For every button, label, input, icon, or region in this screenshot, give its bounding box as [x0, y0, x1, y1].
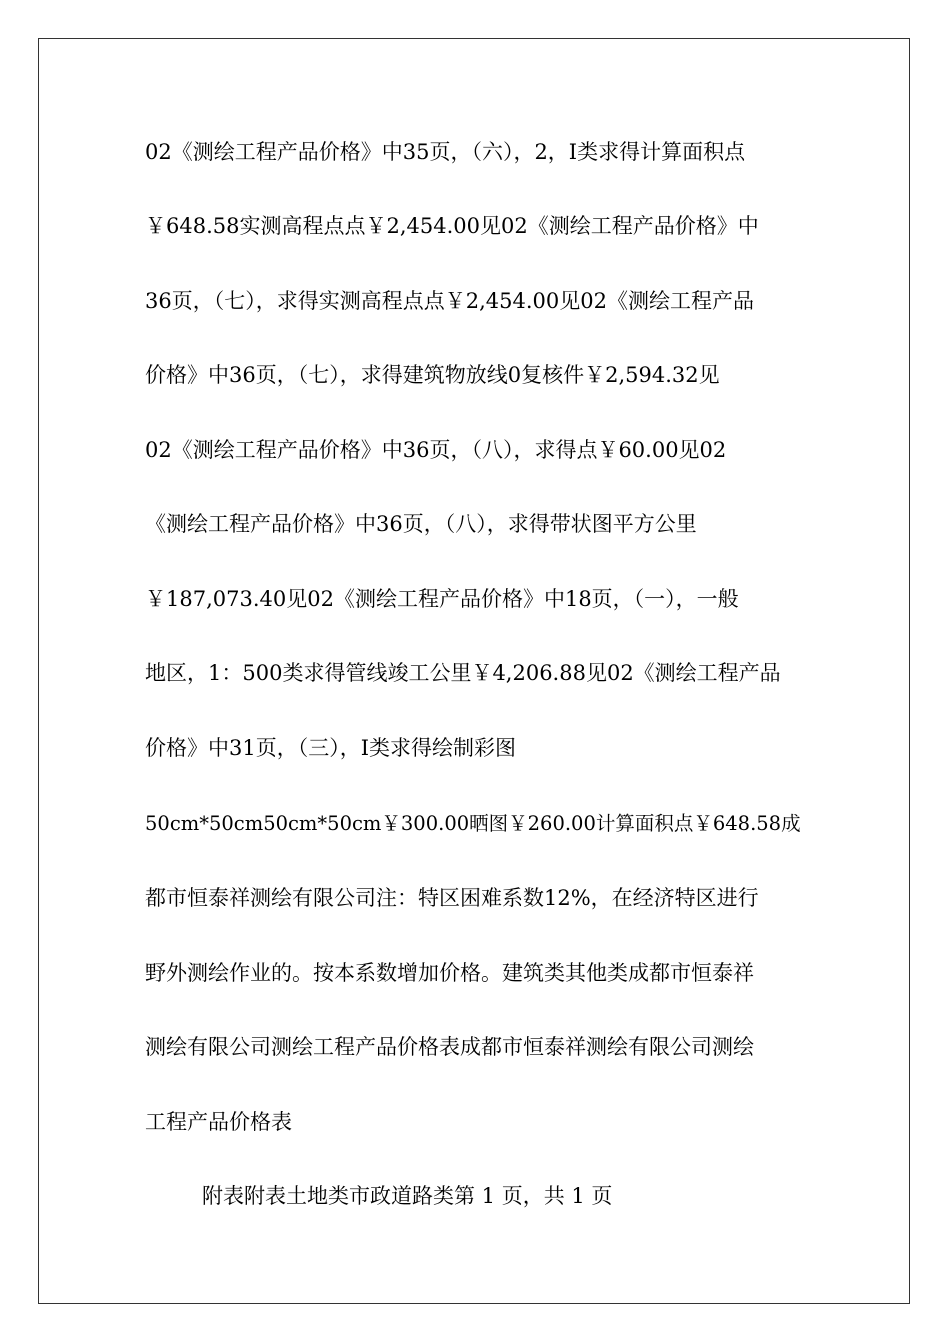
text-line-14: 工程产品价格表	[145, 1110, 292, 1134]
text-line-6: 《测绘工程产品价格》中36页，（八），求得带状图平方公里	[145, 512, 697, 536]
text-line-13: 测绘有限公司测绘工程产品价格表成都市恒泰祥测绘有限公司测绘	[145, 1035, 754, 1059]
text-line-2: ￥648.58实测高程点点￥2,454.00见02《测绘工程产品价格》中	[145, 214, 759, 238]
text-line-10: 50cm*50cm50cm*50cm￥300.00晒图￥260.00计算面积点￥648.58成	[145, 812, 801, 835]
text-line-8: 地区，1：500类求得管线竣工公里￥4,206.88见02《测绘工程产品	[145, 661, 781, 685]
text-line-4: 价格》中36页，（七），求得建筑物放线0复核件￥2,594.32见	[145, 363, 720, 387]
text-line-5: 02《测绘工程产品价格》中36页，（八），求得点￥60.00见02	[145, 438, 727, 462]
text-line-9: 价格》中31页，（三），I类求得绘制彩图	[145, 736, 517, 760]
text-line-1: 02《测绘工程产品价格》中35页，（六），2，I类求得计算面积点	[145, 140, 746, 164]
page-footer: 附表附表土地类市政道路类第 1 页，共 1 页	[202, 1184, 613, 1208]
text-line-12: 野外测绘作业的。按本系数增加价格。建筑类其他类成都市恒泰祥	[145, 961, 754, 985]
text-line-7: ￥187,073.40见02《测绘工程产品价格》中18页，（一），一般	[145, 587, 739, 611]
text-line-11: 都市恒泰祥测绘有限公司注：特区困难系数12%，在经济特区进行	[145, 886, 759, 910]
text-line-3: 36页，（七），求得实测高程点点￥2,454.00见02《测绘工程产品	[145, 289, 754, 313]
